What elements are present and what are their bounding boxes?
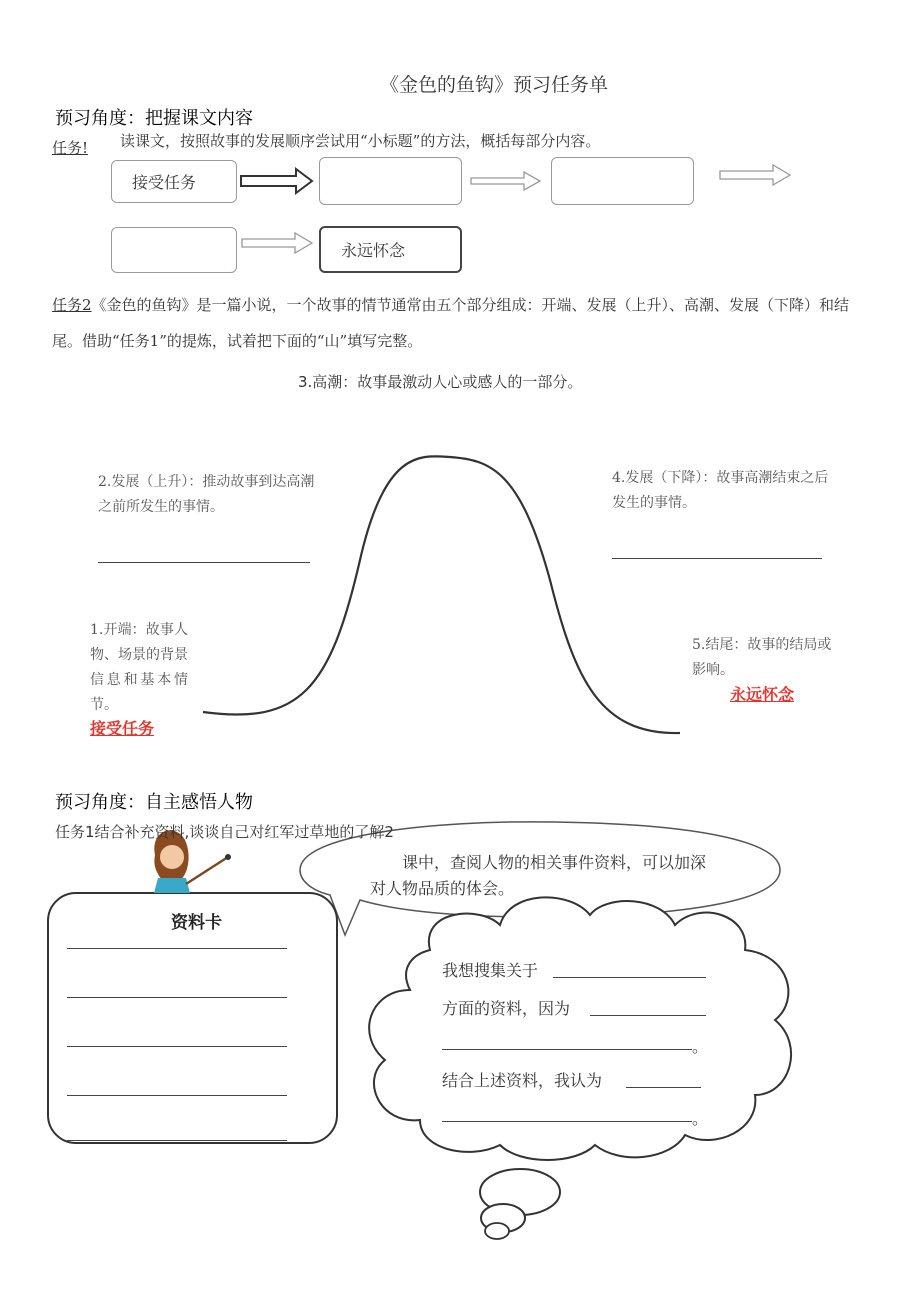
cloud-line-2-text: 方面的资料，因为: [442, 999, 571, 1018]
falling-note: 4.发展（下降）：故事高潮结束之后发生的事情。: [612, 470, 829, 511]
cloud-line-4-blank[interactable]: [626, 1087, 701, 1088]
data-card-line-5[interactable]: [67, 1140, 287, 1141]
cloud-line-5-end: 。: [692, 1109, 709, 1128]
rising-answer-line[interactable]: [98, 562, 310, 563]
data-card-title: 资料卡: [171, 913, 222, 933]
ending-note: 5.结尾：故事的结局或影响。: [692, 637, 832, 678]
beginning-answer: 接受任务: [90, 719, 155, 738]
task1-instruction: 读课文，按照故事的发展顺序尝试用“小标题”的方法，概括每部分内容。: [120, 132, 601, 150]
task2-text: 《金色的鱼钩》是一篇小说，一个故事的情节通常由五个部分组成：开端、发展（上升）、高潮、发展（下降）和结尾。借助“任务1”的提炼，试着把下面的“山”填写完整。: [52, 296, 850, 350]
task2-label: 任务2: [52, 296, 92, 314]
section2-task1: 任务1结合补充资料,谈谈自己对红军过草地的了解2: [55, 823, 394, 841]
flow-arrow-3: [720, 165, 790, 185]
flow-box-1-text: 接受任务: [132, 173, 197, 192]
flow-box-5-text: 永远怀念: [341, 241, 406, 260]
section1-heading: 预习角度：把握课文内容: [55, 108, 253, 129]
thought-bubble-small: [485, 1223, 509, 1239]
cloud-line-3-blank[interactable]: [442, 1049, 692, 1050]
climax-note: 3.高潮：故事最激动人心或感人的一部分。: [298, 373, 583, 391]
task2-block: [52, 287, 862, 359]
falling-answer-line[interactable]: [612, 558, 822, 559]
data-card-line-2[interactable]: [67, 997, 287, 998]
cloud-line-3-end: 。: [692, 1037, 709, 1056]
cloud-line-2-blank[interactable]: [590, 1015, 706, 1016]
speech-text: 课中，查阅人物的相关事件资料，可以加深对人物品质的体会。: [370, 853, 707, 898]
beginning-note: 1.开端：故事人物、场景的背景信息和基本情节。: [90, 622, 188, 713]
data-card-line-3[interactable]: [67, 1046, 287, 1047]
flow-arrow-4: [242, 233, 312, 253]
cloud-line-5-blank[interactable]: [442, 1121, 692, 1122]
task1-label: 任务!: [52, 139, 89, 157]
cloud-line-1-text: 我想搜集关于: [442, 961, 539, 980]
data-card-line-4[interactable]: [67, 1095, 287, 1096]
data-card-line-1[interactable]: [67, 948, 287, 949]
rising-note: 2.发展（上升）：推动故事到达高潮之前所发生的事情。: [98, 474, 315, 515]
section2-heading: 预习角度：自主感悟人物: [55, 792, 253, 813]
cloud-line-1-blank[interactable]: [553, 977, 706, 978]
page-title: 《金色的鱼钩》预习任务单: [380, 74, 609, 96]
ending-answer: 永远怀念: [730, 685, 795, 704]
flow-arrow-2: [471, 172, 540, 190]
flow-arrow-1: [241, 169, 312, 193]
cloud-line-4-text: 结合上述资料，我认为: [442, 1071, 603, 1090]
